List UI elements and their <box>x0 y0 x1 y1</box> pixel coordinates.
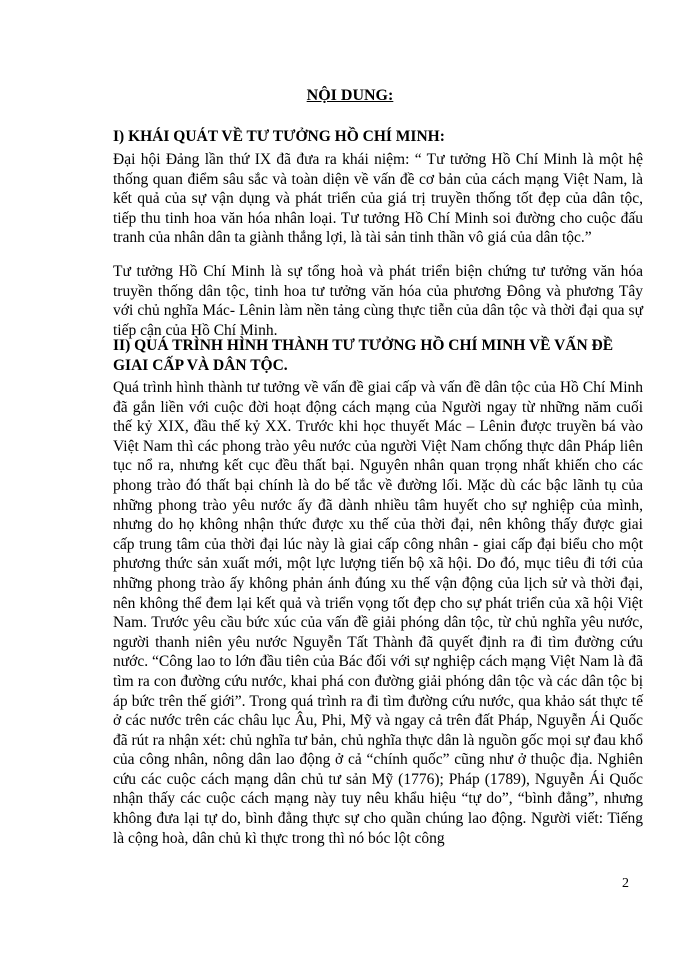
section1-paragraph-2: Tư tưởng Hồ Chí Minh là sự tổng hoà và phát triển biện chứng tư tưởng văn hóa truyền thống dân tộc, tinh hoa tư tưởng văn hóa của phương Đông và phương Tây với chủ nghĩa Mác- Lênin làm nền tảng cùng thực tiễn của dân tộc và thời đại qua sự tiếp cận của Hồ Chí Minh. <box>113 263 643 339</box>
section2-paragraph-1: Quá trình hình thành tư tưởng về vấn đề giai cấp và vấn đề dân tộc của Hồ Chí Minh đã gắn liền với cuộc đời hoạt động cách mạng của Người ngay từ những năm cuối thế kỷ XIX, đầu thế kỷ XX. Trước khi học thuyết Mác – Lênin được truyền bá vào Việt Nam thì các phong trào yêu nước của người Việt Nam chống thực dân Pháp liên tục nổ ra, nhưng kết cục đều thất bại. Nguyên nhân quan trọng nhất khiến cho các phong trào đó thất bại chính là do bế tắc về đường lối. Mặc dù các bậc lãnh tụ của những phong trào yêu nước ấy đã dành nhiều tâm huyết cho sự nghiệp của mình, nhưng do họ không nhận thức được xu thế của thời đại, nên không thấy được giai cấp trung tâm của thời đại lúc này là giai cấp công nhân - giai cấp đại biểu cho một phương thức sản xuất mới, một lực lượng tiến bộ xã hội. Do đó, mục tiêu đi tới của những phong trào ấy không phản ánh đúng xu thế vận động của lịch sử và thời đại, nên không thể đem lại kết quả và triển vọng tốt đẹp cho sự phát triển của xã hội Việt Nam. Trước yêu cầu bức xúc của vấn đề giải phóng dân tộc, từ chủ nghĩa yêu nước, người thanh niên yêu nước Nguyễn Tất Thành đã quyết định ra đi tìm đường cứu nước. “Công lao to lớn đầu tiên của Bác đối với sự nghiệp cách mạng Việt Nam là đã tìm ra con đường cứu nước, khai phá con đường giải phóng dân tộc và các dân tộc bị áp bức trên thế giới”. Trong quá trình ra đi tìm đường cứu nước, qua khảo sát thực tế ở các nước trên các châu lục Âu, Phi, Mỹ và ngay cả trên đất Pháp, Nguyễn Ái Quốc đã rút ra nhận xét: chủ nghĩa tư bản, chủ nghĩa thực dân là nguồn gốc mọi sự đau khổ của công nhân, nông dân lao động ở cả “chính quốc” cũng như ở thuộc địa. Nghiên cứu các cuộc cách mạng dân chủ tư sản Mỹ (1776); Pháp (1789), Nguyễn Ái Quốc nhận thấy các cuộc cách mạng này tuy nêu khẩu hiệu “tự do”, “bình đẳng”, nhưng không đưa lại tự do, bình đẳng thực sự cho quần chúng lao động. Người viết: Tiếng là cộng hoà, dân chủ kì thực trong thì nó bóc lột công <box>113 379 643 847</box>
page-title: NỘI DUNG: <box>306 87 394 104</box>
section1-paragraph-1: Đại hội Đảng lần thứ IX đã đưa ra khái niệm: “ Tư tưởng Hồ Chí Minh là một hệ thống quan điểm sâu sắc và toàn diện về vấn đề cơ bản của cách mạng Việt Nam, là kết quả của sự vận dụng và phát triển của giá trị truyền thống tốt đẹp của dân tộc, tiếp thu tinh hoa văn hóa nhân loại. Tư tưởng Hồ Chí Minh soi đường cho cuộc đấu tranh của nhân dân ta giành thắng lợi, là tài sản tinh thần vô giá của dân tộc.” <box>113 151 643 247</box>
section-heading-1: I) KHÁI QUÁT VỀ TƯ TƯỞNG HỒ CHÍ MINH: <box>113 128 445 145</box>
section-heading-2: II) QUÁ TRÌNH HÌNH THÀNH TƯ TƯỞNG HỒ CHÍ MINH VỀ VẤN ĐỀ GIAI CẤP VÀ DÂN TỘC. <box>113 337 614 374</box>
page-number: 2 <box>622 876 629 891</box>
